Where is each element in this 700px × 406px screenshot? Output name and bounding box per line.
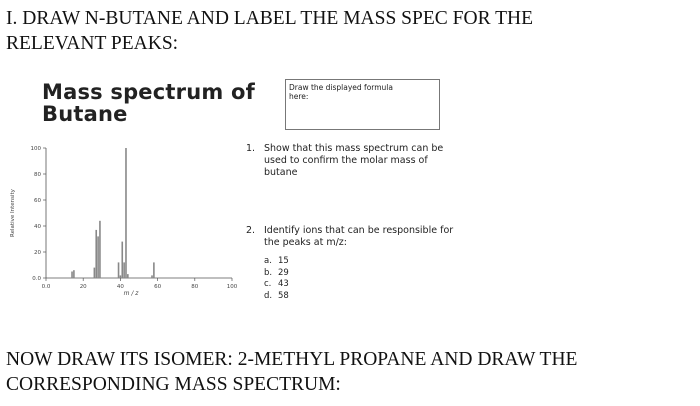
list-item (264, 256, 292, 268)
question-2-number: 2. (246, 225, 256, 236)
list-item-letter: d. (264, 290, 273, 301)
formula-answer-box[interactable] (285, 79, 440, 130)
list-item (264, 291, 292, 303)
list-item-value: 15 (278, 256, 289, 266)
x-axis-label: m / z (123, 290, 139, 297)
question-2 (246, 225, 456, 249)
worksheet-title (42, 81, 255, 125)
worksheet-title-line2: Butane (42, 102, 128, 126)
worksheet-title-line1: Mass spectrum of (42, 80, 255, 104)
list-item-value: 43 (278, 279, 289, 289)
assignment-heading-line2: RELEVANT PEAKS: (6, 33, 179, 54)
x-tick-label: 60 (154, 284, 162, 290)
list-item-letter: b. (264, 267, 273, 278)
isomer-heading (6, 347, 696, 397)
list-item-letter: c. (264, 279, 272, 289)
assignment-heading (6, 6, 696, 56)
y-tick-label: 100 (30, 146, 41, 152)
y-tick-label: 60 (34, 198, 41, 204)
question-2-text: Identify ions that can be responsible for the peaks at m/z: (264, 225, 454, 248)
list-item (264, 268, 292, 280)
chart-axes (43, 148, 232, 281)
y-tick-label: 40 (34, 224, 41, 230)
question-2-list (264, 256, 292, 302)
list-item-value: 29 (278, 267, 289, 278)
x-tick-label: 100 (226, 284, 238, 290)
isomer-heading-line2: CORRESPONDING MASS SPECTRUM: (6, 374, 341, 395)
y-tick-label: 80 (34, 172, 41, 178)
x-tick-label: 20 (79, 284, 87, 290)
list-item (264, 279, 292, 291)
list-item-value: 58 (278, 290, 289, 301)
mass-spectrum-chart (0, 140, 250, 308)
x-tick-label: 0.0 (41, 284, 51, 290)
chart-peaks (72, 148, 154, 278)
list-item-letter: a. (264, 256, 272, 266)
y-axis-label: Relative Intensity (10, 189, 16, 237)
y-tick-label: 20 (34, 250, 41, 256)
formula-box-label: Draw the displayed formula here: (289, 83, 393, 101)
x-tick-label: 40 (116, 284, 124, 290)
isomer-heading-line1: NOW DRAW ITS ISOMER: 2-METHYL PROPANE AND DRAW THE (6, 349, 578, 370)
x-tick-label: 80 (191, 284, 199, 290)
question-1 (246, 143, 456, 179)
question-1-text: Show that this mass spectrum can be used to confirm the molar mass of butane (264, 143, 444, 178)
question-1-number: 1. (246, 143, 256, 154)
assignment-heading-line1: I. DRAW N-BUTANE AND LABEL THE MASS SPEC FOR THE (6, 8, 534, 29)
y-tick-label: 0.0 (32, 276, 41, 282)
